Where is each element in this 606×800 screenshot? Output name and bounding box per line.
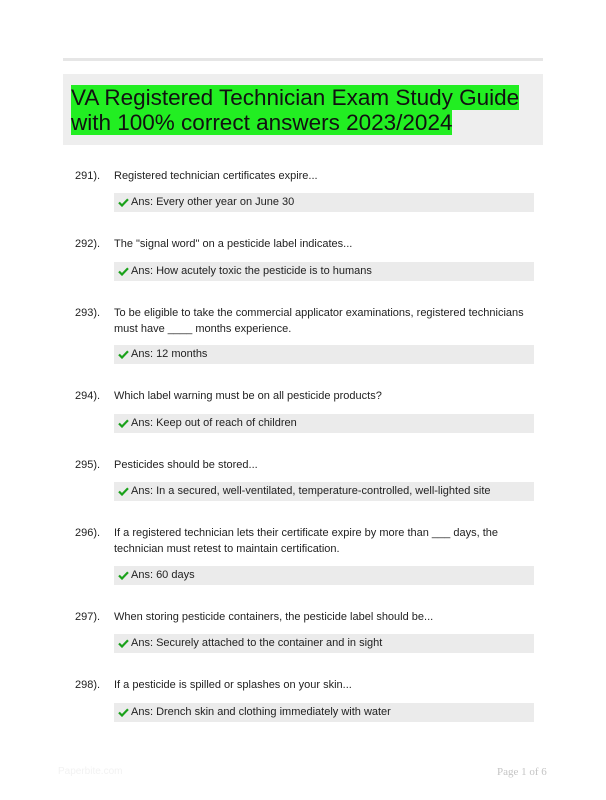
document-title	[71, 85, 541, 135]
answer-box	[114, 703, 534, 722]
top-divider	[63, 58, 543, 61]
answer-text: Ans: 12 months	[131, 348, 208, 360]
answer-box	[114, 414, 534, 433]
title-highlight: VA Registered Technician Exam Study Guide with 100% correct answers 2023/2024	[71, 85, 520, 135]
question-number: 297).	[75, 611, 101, 623]
question-text: When storing pesticide containers, the pesticide label should be...	[114, 611, 434, 623]
checkmark-icon	[118, 708, 129, 717]
title-banner	[63, 74, 543, 145]
checkmark-icon	[118, 267, 129, 276]
answer-box	[114, 345, 534, 364]
question-text: Registered technician certificates expire...	[114, 170, 318, 182]
checkmark-icon	[118, 350, 129, 359]
answer-box	[114, 482, 534, 501]
answer-text: Ans: Drench skin and clothing immediately with water	[131, 706, 391, 718]
answer-box	[114, 566, 534, 585]
question-text: If a pesticide is spilled or splashes on your skin...	[114, 679, 352, 691]
checkmark-icon	[118, 419, 129, 428]
question-number: 298).	[75, 679, 101, 691]
question-number: 292).	[75, 238, 101, 250]
question-number: 291).	[75, 170, 101, 182]
question-text: Pesticides should be stored...	[114, 459, 258, 471]
answer-text: Ans: 60 days	[131, 569, 195, 581]
answer-text: Ans: Every other year on June 30	[131, 196, 295, 208]
question-number: 294).	[75, 390, 101, 402]
question-text: If a registered technician lets their certificate expire by more than ___ days, the technician must retest to maintain certification.	[114, 527, 498, 555]
page-indicator: Page 1 of 6	[497, 766, 547, 778]
question-number: 295).	[75, 459, 101, 471]
question-text: To be eligible to take the commercial applicator examinations, registered technicians must have ____ months experience.	[114, 307, 524, 335]
checkmark-icon	[118, 571, 129, 580]
checkmark-icon	[118, 639, 129, 648]
answer-text: Ans: In a secured, well-ventilated, temperature-controlled, well-lighted site	[131, 485, 491, 497]
answer-box	[114, 193, 534, 212]
answer-text: Ans: Keep out of reach of children	[131, 417, 297, 429]
answer-text: Ans: Securely attached to the container and in sight	[131, 637, 383, 649]
question-text: The "signal word" on a pesticide label indicates...	[114, 238, 353, 250]
answer-box	[114, 634, 534, 653]
checkmark-icon	[118, 487, 129, 496]
question-number: 296).	[75, 527, 101, 539]
footer-watermark: Paperbite.com	[58, 766, 123, 777]
question-text: Which label warning must be on all pesticide products?	[114, 390, 382, 402]
answer-box	[114, 262, 534, 281]
answer-text: Ans: How acutely toxic the pesticide is to humans	[131, 265, 372, 277]
question-number: 293).	[75, 307, 101, 319]
checkmark-icon	[118, 198, 129, 207]
